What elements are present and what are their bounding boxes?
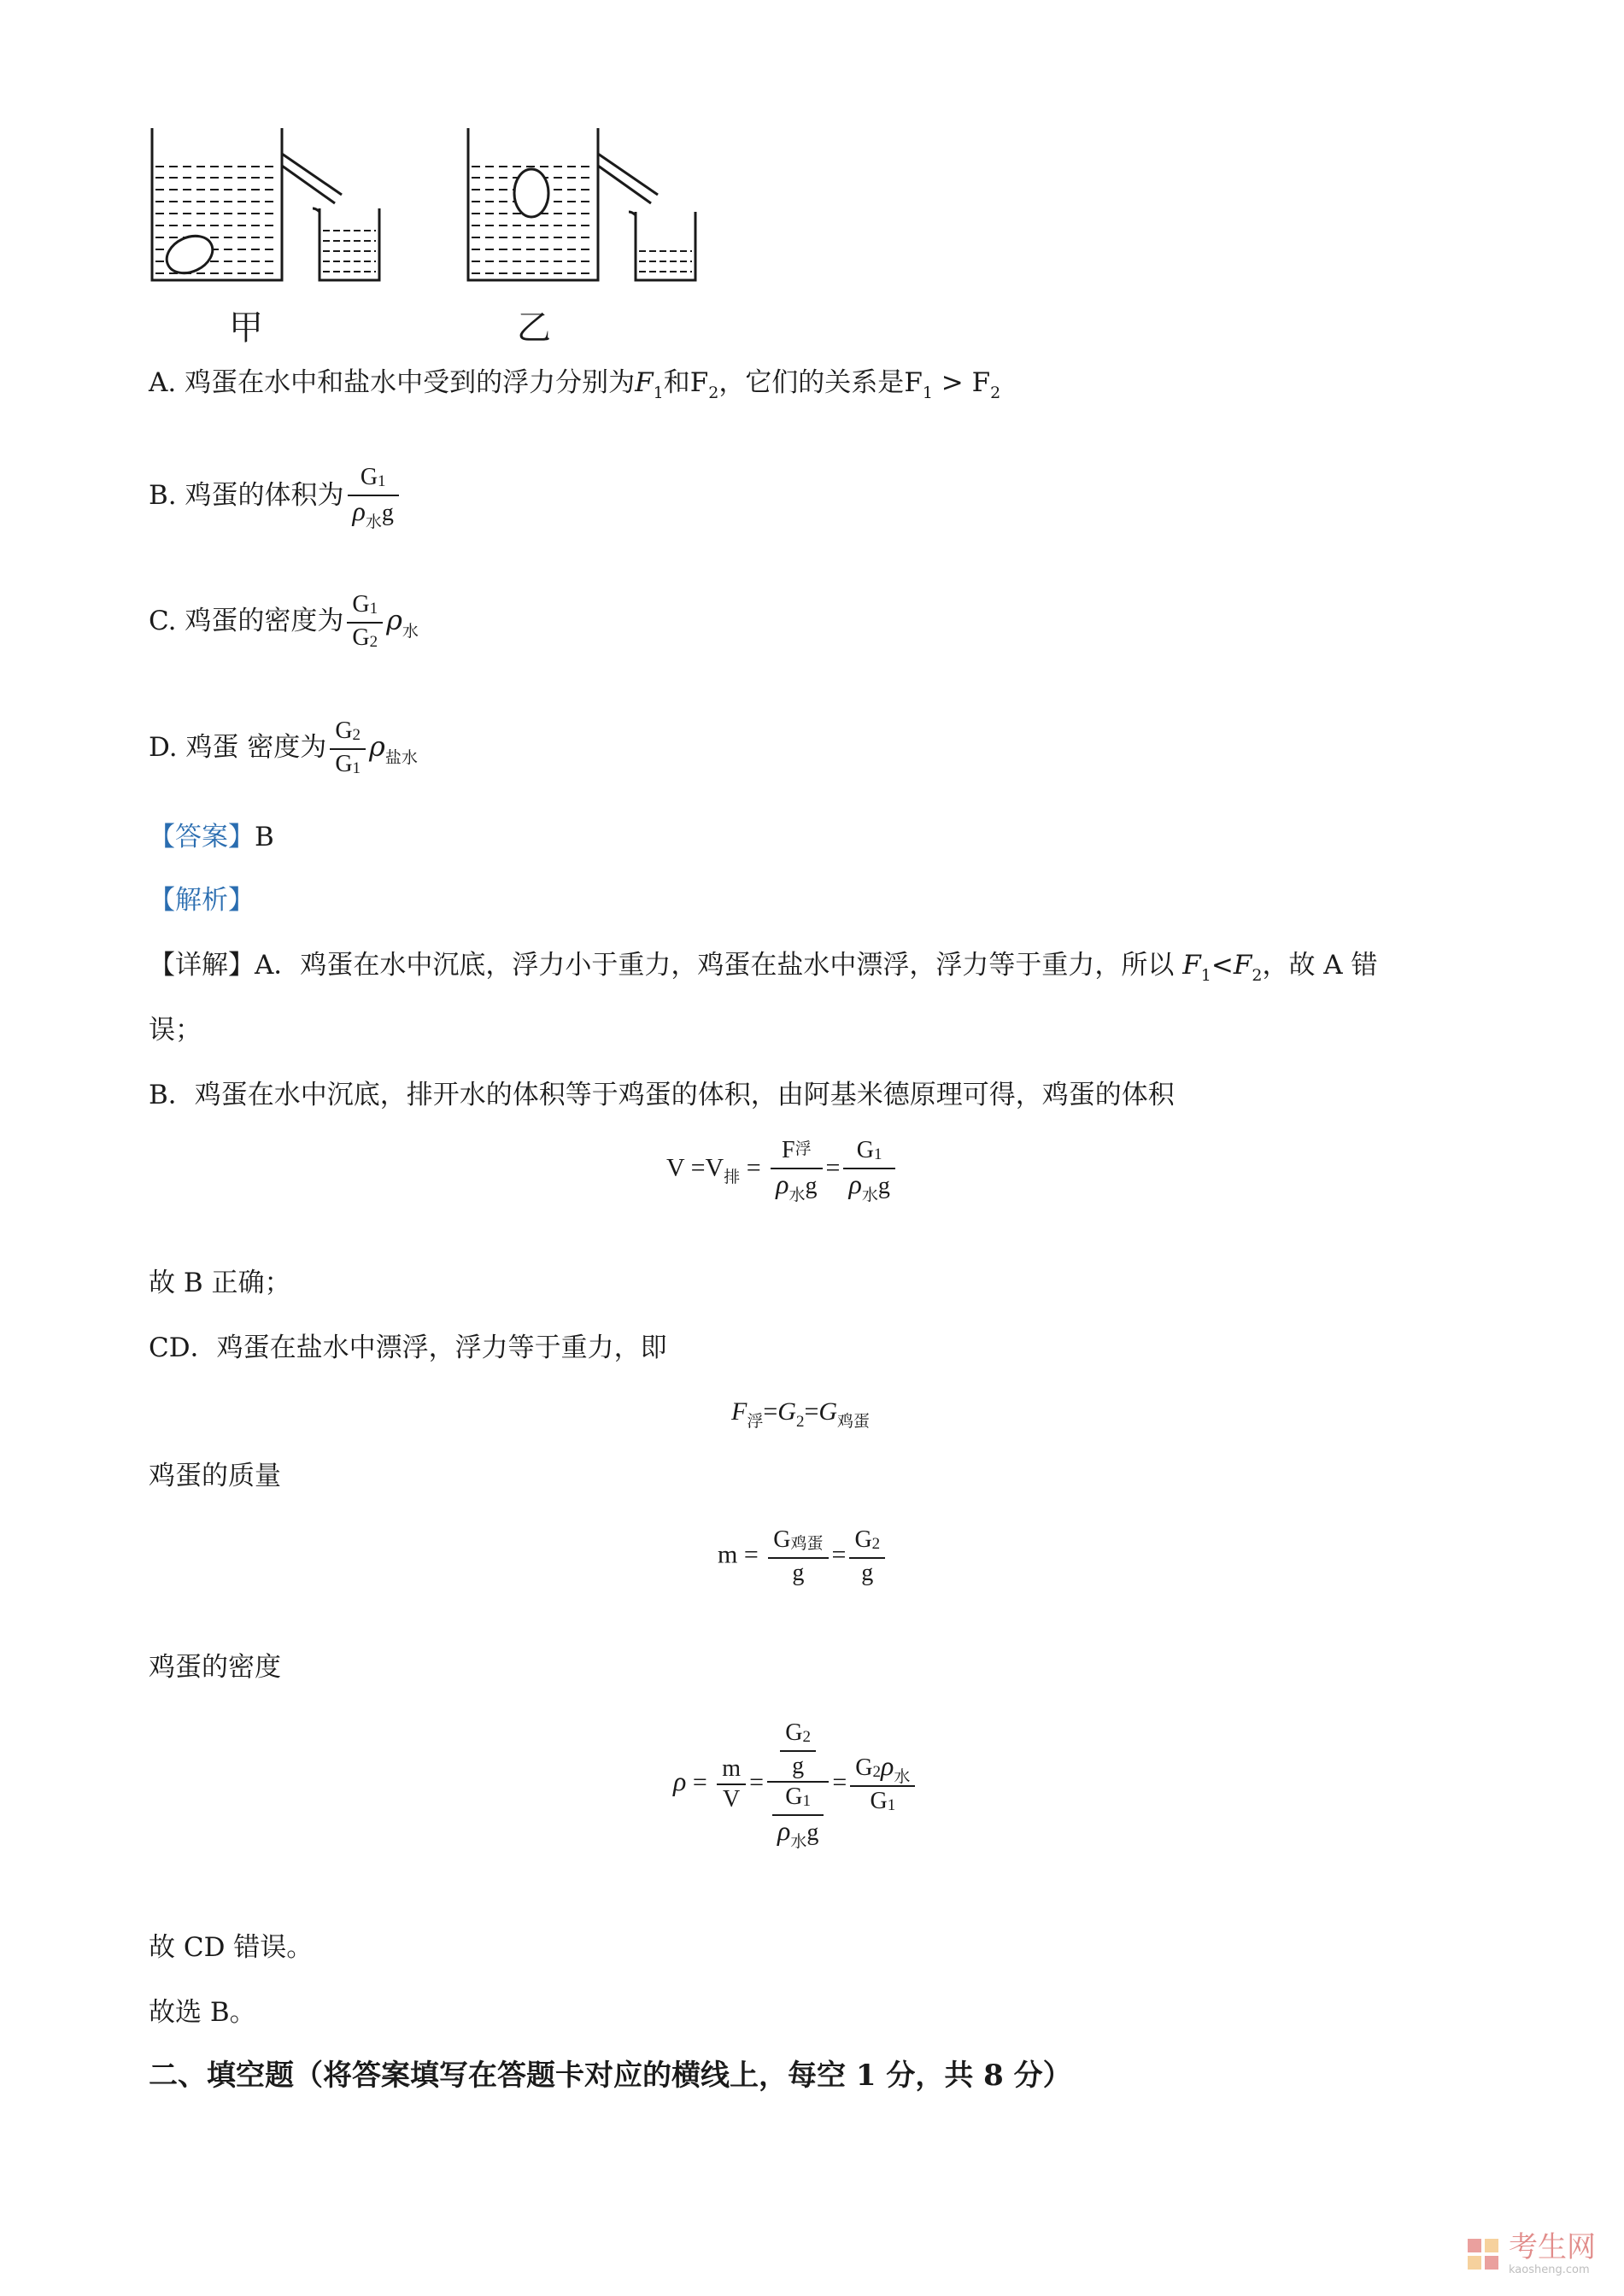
equation-volume: $V =V_排$ = $\frac{\text{F浮}}{\rho_水g}$ = $\frac{G1}{\rho_水g}$ xyxy=(666,1136,899,1204)
detail-line-9: 故选 B。 xyxy=(149,1997,256,2028)
analysis-line: 【解析】 xyxy=(149,885,255,916)
watermark-logo xyxy=(1466,2231,1596,2276)
detail-line-5: CD．鸡蛋在盐水中漂浮，浮力等于重力，即 xyxy=(149,1332,667,1363)
detail-line-4: 故 B 正确； xyxy=(149,1268,291,1298)
detail-line-8: 故 CD 错误。 xyxy=(149,1932,314,1963)
answer-value: B xyxy=(255,822,274,852)
watermark-logo-icon xyxy=(1466,2237,1500,2271)
section-heading: 二、填空题（将答案填写在答题卡对应的横线上，每空 1 分，共 8 分） xyxy=(149,2059,1072,2093)
equation-buoyancy: $F_浮=G_2=G_{鸡蛋}$ xyxy=(731,1397,871,1431)
container-right xyxy=(468,128,658,280)
experiment-figure xyxy=(137,120,718,299)
detail-line-2: 误； xyxy=(149,1015,202,1046)
detail-line-1: 【详解】A．鸡蛋在水中沉底，浮力小于重力，鸡蛋在盐水中漂浮，浮力等于重力，所以 $F_1<F_2$，故 A 错 xyxy=(149,950,1378,985)
detail-line-7: 鸡蛋的密度 xyxy=(149,1652,281,1683)
option-d: D. 鸡蛋 密度为 $\frac{G2}{G1}$ $\rho_{盐水}$ xyxy=(149,717,418,777)
option-c: C. 鸡蛋的密度为 $\frac{G1}{G2}$ $\rho_水$ xyxy=(149,590,419,651)
beaker-right xyxy=(629,212,695,280)
figure-label-left: 甲 xyxy=(229,308,263,348)
detail-line-3: B．鸡蛋在水中沉底，排开水的体积等于鸡蛋的体积，由阿基米德原理可得，鸡蛋的体积 xyxy=(149,1080,1175,1110)
equation-density: ρ = $\frac{m}{V}$ = $\frac{\frac{G2}{g}}{\frac{G1}{\rho_水g}}$ = $\frac{G2\rho_水}{G1}$ xyxy=(673,1719,918,1850)
answer-line xyxy=(149,820,274,854)
equation-mass: m = $\frac{\text{G鸡蛋}}{g}$ = $\frac{G2}{g}$ xyxy=(718,1526,888,1588)
detail-line-6: 鸡蛋的质量 xyxy=(149,1461,281,1491)
answer-tag: 【答案】 xyxy=(149,822,255,852)
watermark-url: kaosheng.com xyxy=(1509,2264,1590,2276)
option-a: A. 鸡蛋在水中和盐水中受到的浮力分别为$F_1$和$F_2$，它们的关系是$F_1 > F_2$ xyxy=(149,367,1001,402)
beaker-left xyxy=(313,208,379,280)
option-b: B. 鸡蛋的体积为 $\frac{G1}{\rho_水g}$ xyxy=(149,453,402,538)
watermark-brand: 考生网 xyxy=(1509,2230,1596,2264)
figure-label-right: 乙 xyxy=(517,308,551,348)
egg-floating xyxy=(514,169,548,217)
